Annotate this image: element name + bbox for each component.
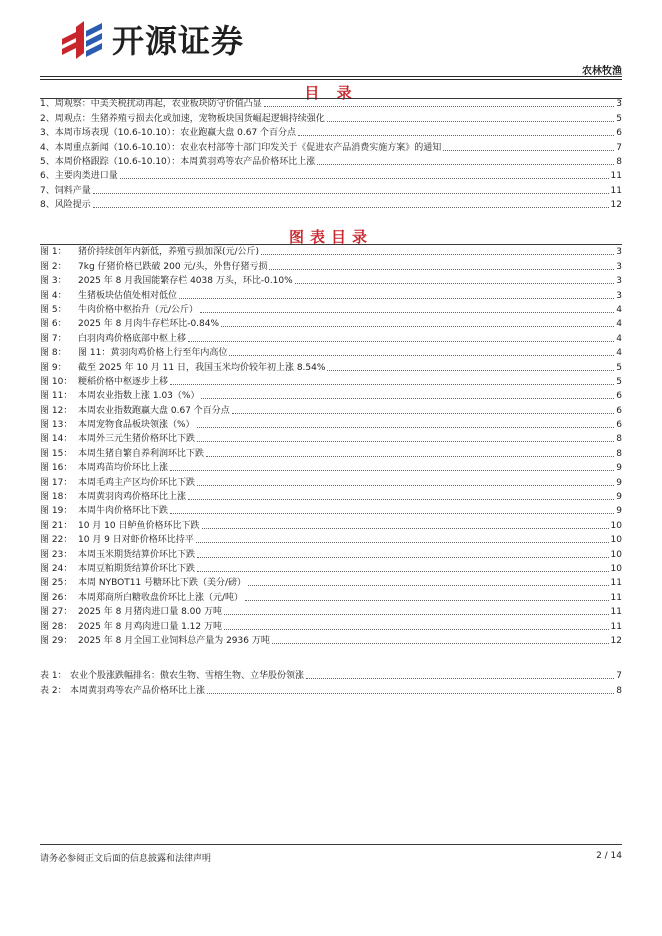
entry-label: 7kg 仔猪价格已跌破 200 元/头，外售仔猪亏损 [78,261,268,272]
figure-entry[interactable] [40,561,622,575]
dot-leader [197,485,614,486]
entry-number: 6、 [40,171,55,182]
entry-number: 1、 [40,99,55,110]
entry-label: 2025 年 8 月猪肉进口量 8.00 万吨 [78,607,222,618]
figure-entry[interactable] [40,431,622,445]
entry-page: 3 [616,247,622,258]
entry-label: 本周黄羽肉鸡价格环比上涨 [78,492,187,503]
dot-leader [261,254,614,255]
entry-label: 本周农业指数跑赢大盘 0.67 个百分点 [78,405,230,416]
entry-number: 图 17： [40,477,73,488]
entry-page: 11 [610,621,622,632]
toc-entry[interactable] [40,139,622,153]
logo-text: 开源证券 [112,22,245,60]
entry-page: 8 [616,156,622,167]
figure-entry[interactable] [40,402,622,416]
entry-page: 3 [616,290,622,301]
figure-entry[interactable] [40,589,622,603]
entry-page: 10 [610,520,622,531]
dot-leader [327,370,614,371]
entry-page: 11 [610,171,622,182]
dot-leader [197,441,614,442]
entry-page: 11 [610,607,622,618]
dot-leader [200,312,614,313]
entry-label: 农业个股涨跌幅排名：傲农生物、雪榕生物、立华股份领涨 [70,671,305,682]
dot-leader [224,629,609,630]
entry-page: 5 [616,113,622,124]
entry-number: 图 29： [40,635,73,646]
entry-label: 本周牛肉价格环比下跌 [78,506,169,517]
entry-label: 主要肉类进口量 [54,171,118,182]
toc-entry[interactable] [40,168,622,182]
entry-label: 本周毛鸡主产区均价环比下跌 [78,477,196,488]
figure-entry[interactable] [40,489,622,503]
dot-leader [93,193,609,194]
table-entry[interactable] [40,668,622,682]
dot-leader [229,355,614,356]
dot-leader [269,269,614,270]
figure-entry[interactable] [40,575,622,589]
entry-page: 10 [610,549,622,560]
figure-entry[interactable] [40,633,622,647]
entry-number: 图 4： [40,290,67,301]
entry-number: 图 6： [40,319,67,330]
figure-entry[interactable] [40,316,622,330]
entry-label: 2025 年 8 月全国工业饲料总产量为 2936 万吨 [78,635,270,646]
dot-leader [196,542,609,543]
entry-page: 6 [616,405,622,416]
entry-number: 图 9： [40,362,67,373]
entry-page: 4 [616,304,622,315]
dot-leader [170,384,614,385]
entry-number: 2、 [40,113,55,124]
entry-page: 6 [616,128,622,139]
toc-list [40,96,622,211]
entry-page: 11 [610,185,622,196]
figure-entry[interactable] [40,374,622,388]
figure-entry[interactable] [40,330,622,344]
entry-page: 11 [610,592,622,603]
entry-number: 7、 [40,185,55,196]
dot-leader [206,456,614,457]
toc-entry[interactable] [40,110,622,124]
dot-leader [93,207,609,208]
toc-entry[interactable] [40,197,622,211]
entry-number: 图 2： [40,261,67,272]
entry-page: 3 [616,261,622,272]
figure-entry[interactable] [40,546,622,560]
header-divider [40,76,622,77]
entry-number: 图 1： [40,247,67,258]
entry-label: 10 月 10 日鲈鱼价格环比下跌 [78,520,200,531]
entry-label: 本周鸡苗均价环比上涨 [78,463,169,474]
entry-number: 图 24： [40,563,73,574]
entry-label: 本周玉米期货结算价环比下跌 [78,549,196,560]
entry-number: 图 19： [40,506,73,517]
dot-leader [202,528,609,529]
dot-leader [327,121,615,122]
entry-page: 3 [616,99,622,110]
entry-label: 2025 年 8 月我国能繁存栏 4038 万头，环比-0.10% [78,276,293,287]
entry-page: 4 [616,319,622,330]
entry-label: 本周价格跟踪（10.6-10.10）：本周黄羽鸡等农产品价格环比上涨 [54,156,316,167]
entry-page: 4 [616,333,622,344]
dot-leader [272,643,609,644]
entry-page: 9 [616,477,622,488]
entry-label: 周观察：中美关税扰动再起，农业板块防守价值凸显 [54,99,262,110]
dot-leader [170,513,614,514]
entry-label: 10 月 9 日对虾价格环比持平 [78,535,194,546]
dot-leader [221,326,614,327]
dot-leader [443,150,614,151]
entry-page: 4 [616,348,622,359]
dot-leader [170,470,614,471]
toc-title: 目 录 [304,84,358,102]
figure-entry[interactable] [40,532,622,546]
figure-entry[interactable] [40,258,622,272]
entry-page: 7 [616,142,622,153]
figure-entry[interactable] [40,417,622,431]
entry-number: 图 5： [40,304,67,315]
entry-number: 图 26： [40,592,73,603]
entry-number: 图 10： [40,376,73,387]
dot-leader [232,413,615,414]
entry-number: 图 15： [40,448,73,459]
entry-number: 图 18： [40,492,73,503]
figure-entry[interactable] [40,302,622,316]
entry-page: 9 [616,506,622,517]
entry-label: 本周黄羽鸡等农产品价格环比上涨 [70,685,206,696]
dot-leader [179,298,614,299]
entry-page: 8 [616,685,622,696]
dot-leader [197,557,609,558]
entry-number: 5、 [40,156,55,167]
entry-number: 图 22： [40,535,73,546]
dot-leader [295,283,615,284]
entry-label: 粳稻价格中枢逐步上移 [78,376,169,387]
entry-number: 图 23： [40,549,73,560]
entry-label: 本周宠物食品板块领涨（%） [78,420,195,431]
dot-leader [298,135,614,136]
table-entry[interactable] [40,682,622,696]
entry-number: 图 14： [40,434,73,445]
entry-number: 图 27： [40,607,73,618]
entry-label: 本周郑商所白糖收盘价环比上涨（元/吨） [78,592,244,603]
entry-number: 图 8： [40,348,67,359]
figure-entry[interactable] [40,445,622,459]
toc-entry[interactable] [40,96,622,110]
entry-number: 4、 [40,142,55,153]
figure-entry[interactable] [40,503,622,517]
entry-label: 本周豆粕期货结算价环比下跌 [78,563,196,574]
entry-page: 6 [616,420,622,431]
table-list [40,668,622,697]
entry-number: 图 16： [40,463,73,474]
entry-number: 3、 [40,128,55,139]
figure-entry[interactable] [40,287,622,301]
entry-page: 6 [616,391,622,402]
entry-label: 白羽肉鸡价格底部中枢上移 [78,333,187,344]
figures-title: 图表目录 [288,228,373,246]
entry-label: 2025 年 8 月肉牛存栏环比-0.84% [78,319,220,330]
dot-leader [197,571,609,572]
entry-label: 本周农业指数上涨 1.03（%） [78,391,200,402]
dot-leader [306,678,614,679]
figure-entry[interactable] [40,273,622,287]
dot-leader [245,600,609,601]
figure-entry[interactable] [40,474,622,488]
entry-page: 5 [616,376,622,387]
dot-leader [264,106,615,107]
entry-label: 周观点：生猪养殖亏损去化或加速，宠物板块国货崛起逻辑持续强化 [54,113,325,124]
sector-label: 农林牧渔 [582,66,622,77]
toc-entry[interactable] [40,182,622,196]
dot-leader [197,427,615,428]
entry-label: 2025 年 8 月鸡肉进口量 1.12 万吨 [78,621,222,632]
dot-leader [317,164,614,165]
entry-label: 生猪板块估值处相对低位 [78,290,178,301]
figure-entry[interactable] [40,517,622,531]
entry-number: 图 11： [40,391,73,402]
figure-entry[interactable] [40,359,622,373]
entry-label: 本周生猪自繁自养利润环比下跌 [78,448,205,459]
entry-page: 7 [616,671,622,682]
company-logo [58,17,244,61]
figure-list [40,244,622,647]
entry-number: 图 21： [40,520,73,531]
entry-number: 图 25： [40,578,73,589]
entry-number: 图 13： [40,420,73,431]
dot-leader [248,585,609,586]
page-number: 2 / 14 [596,851,622,861]
entry-number: 图 3： [40,276,67,287]
entry-page: 9 [616,492,622,503]
entry-page: 9 [616,463,622,474]
figure-entry[interactable] [40,604,622,618]
dot-leader [188,499,614,500]
figure-entry[interactable] [40,618,622,632]
entry-number: 图 12： [40,405,73,416]
entry-page: 10 [610,535,622,546]
entry-label: 本周 NYBOT11 号糖环比下跌（美分/磅） [78,578,247,589]
entry-page: 12 [610,635,622,646]
entry-label: 本周重点新闻（10.6-10.10）：农业农村部等十部门印发关于《促进农产品消费实施方案》的通知 [54,142,442,153]
dot-leader [188,341,614,342]
entry-label: 本周外三元生猪价格环比下跌 [78,434,196,445]
entry-label: 饲料产量 [54,185,91,196]
logo-mark-icon [58,19,106,59]
entry-label: 截至 2025 年 10 月 11 日，我国玉米均价较年初上涨 8.54% [78,362,326,373]
toc-entry[interactable] [40,125,622,139]
figure-entry[interactable] [40,345,622,359]
footer-divider [40,844,622,845]
entry-page: 10 [610,563,622,574]
entry-page: 8 [616,448,622,459]
figure-entry[interactable] [40,244,622,258]
entry-number: 8、 [40,200,55,211]
dot-leader [201,398,614,399]
entry-page: 8 [616,434,622,445]
header-divider-thin [40,79,622,80]
entry-label: 图 11：黄羽肉鸡价格上行至年内高位 [78,348,228,359]
figure-entry[interactable] [40,388,622,402]
entry-label: 猪价持续创年内新低，养殖亏损加深(元/公斤) [78,247,260,258]
entry-label: 本周市场表现（10.6-10.10）：农业跑赢大盘 0.67 个百分点 [54,128,297,139]
dot-leader [207,693,614,694]
entry-page: 12 [610,200,622,211]
figure-entry[interactable] [40,460,622,474]
entry-number: 图 28： [40,621,73,632]
entry-page: 11 [610,578,622,589]
dot-leader [224,614,609,615]
entry-number: 表 1： [40,671,67,682]
entry-label: 牛肉价格中枢抬升（元/公斤） [78,304,199,315]
toc-entry[interactable] [40,154,622,168]
entry-number: 图 7： [40,333,67,344]
entry-page: 5 [616,362,622,373]
dot-leader [120,178,609,179]
entry-label: 风险提示 [54,200,91,211]
footer-disclaimer: 请务必参阅正文后面的信息披露和法律声明 [40,854,212,864]
entry-number: 表 2： [40,685,67,696]
entry-page: 3 [616,276,622,287]
